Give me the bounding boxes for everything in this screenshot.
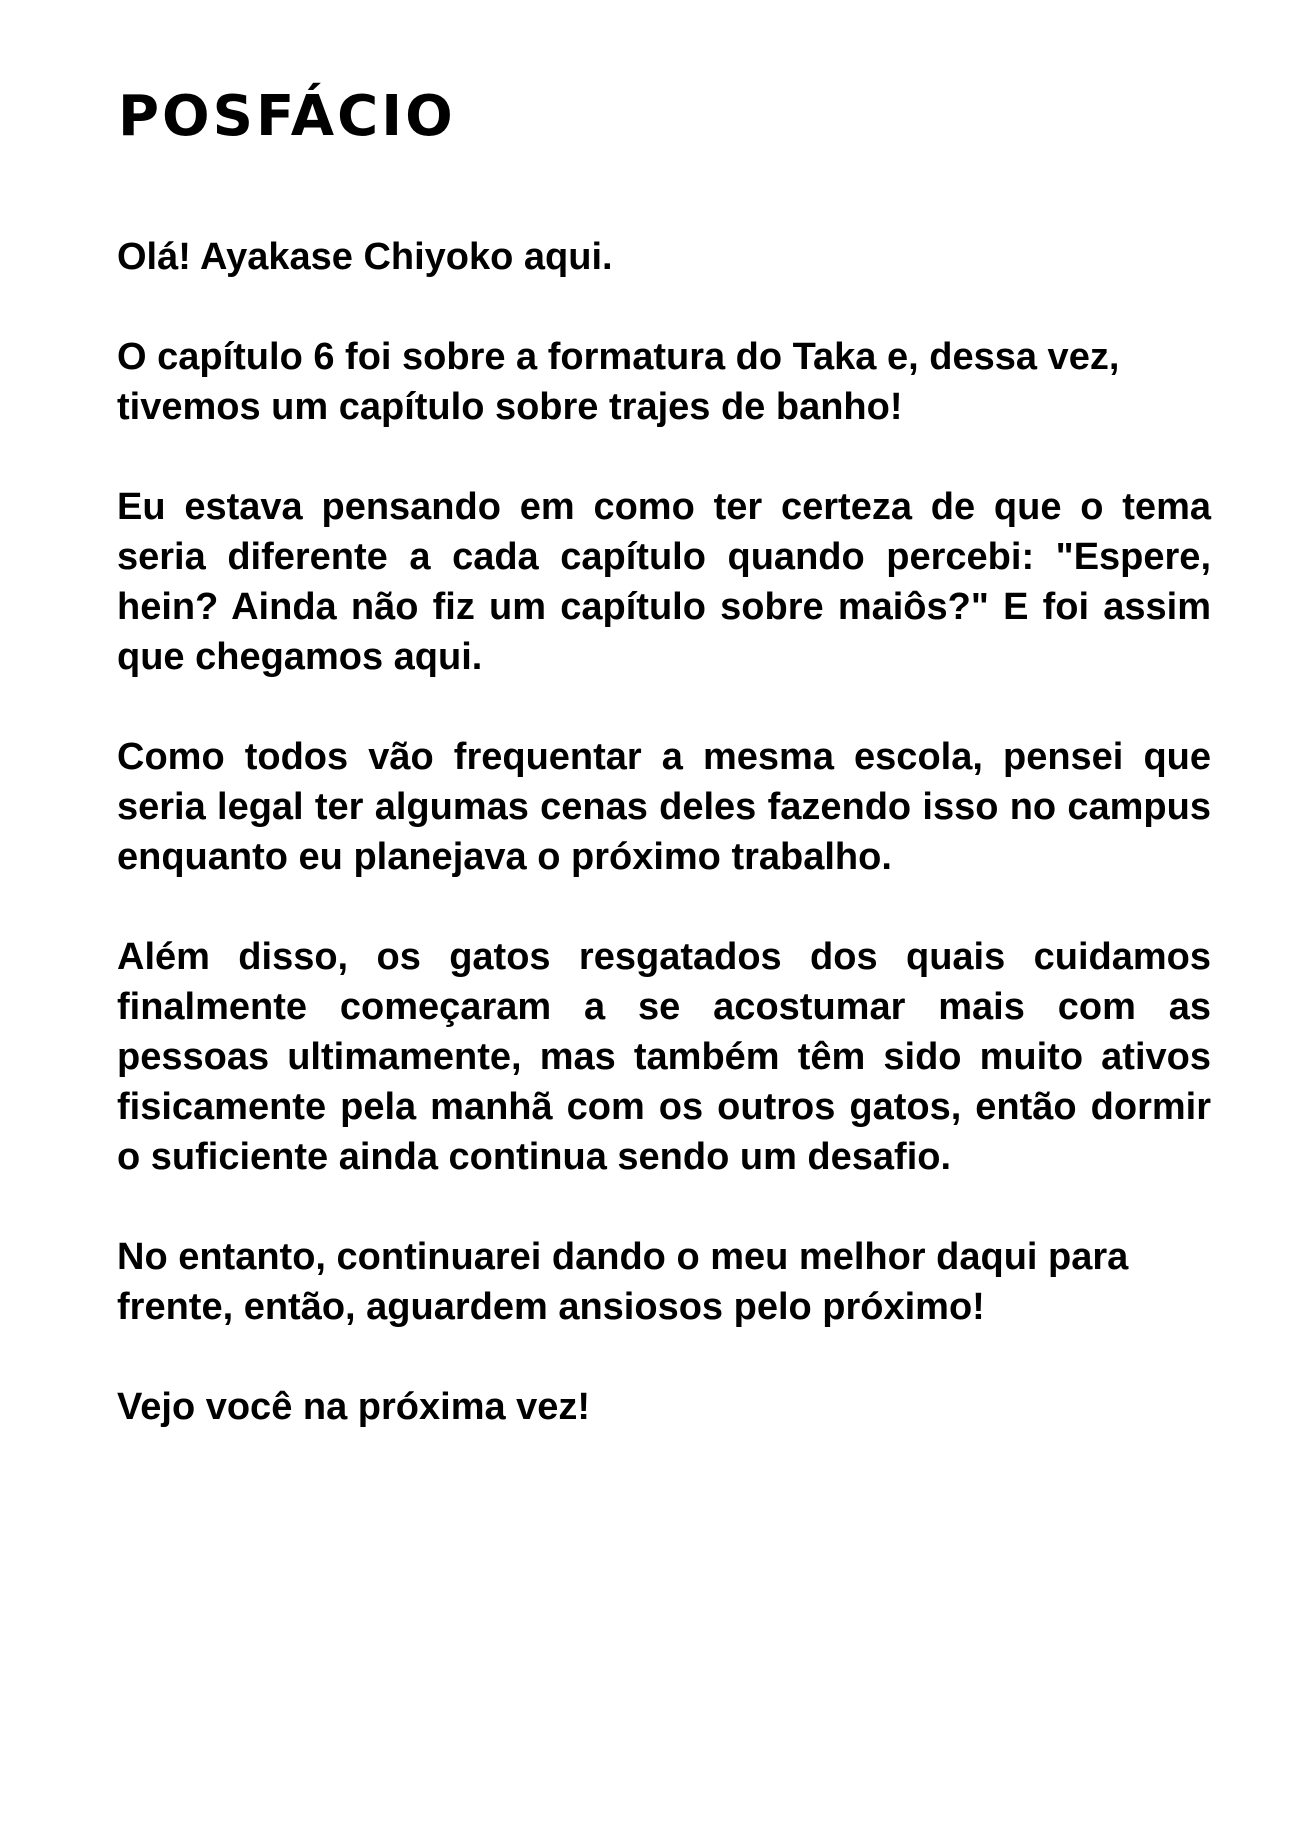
paragraph-chapter-topic: O capítulo 6 foi sobre a formatura do Taka e, dessa vez, tivemos um capítulo sobre trajes de banho! (117, 336, 1120, 428)
paragraph-school-scenes: Como todos vão frequentar a mesma escola, pensei que seria legal ter algumas cenas deles fazendo isso no campus enquanto eu planejava o próximo trabalho. (117, 736, 1211, 878)
paragraph-theme-idea: Eu estava pensando em como ter certeza de que o tema seria diferente a cada capítulo quando percebi: "Espere, hein? Ainda não fiz um capítulo sobre maiôs?" E foi assim que chegamos aqui. (117, 486, 1211, 678)
page-title: POSFÁCIO (118, 84, 456, 149)
paragraph-greeting: Olá! Ayakase Chiyoko aqui. (117, 236, 613, 278)
paragraph-farewell: Vejo você na próxima vez! (117, 1386, 591, 1428)
paragraph-rescued-cats: Além disso, os gatos resgatados dos quais cuidamos finalmente começaram a se acostumar mais com as pessoas ultimamente, mas também têm sido muito ativos fisicamente pela manhã com os outros gatos, então dormir o suficiente ainda continua sendo um desafio. (117, 936, 1211, 1178)
paragraph-keep-going: No entanto, continuarei dando o meu melhor daqui para frente, então, aguardem ansiosos pelo próximo! (117, 1236, 1129, 1328)
afterword-body (117, 232, 1211, 1482)
